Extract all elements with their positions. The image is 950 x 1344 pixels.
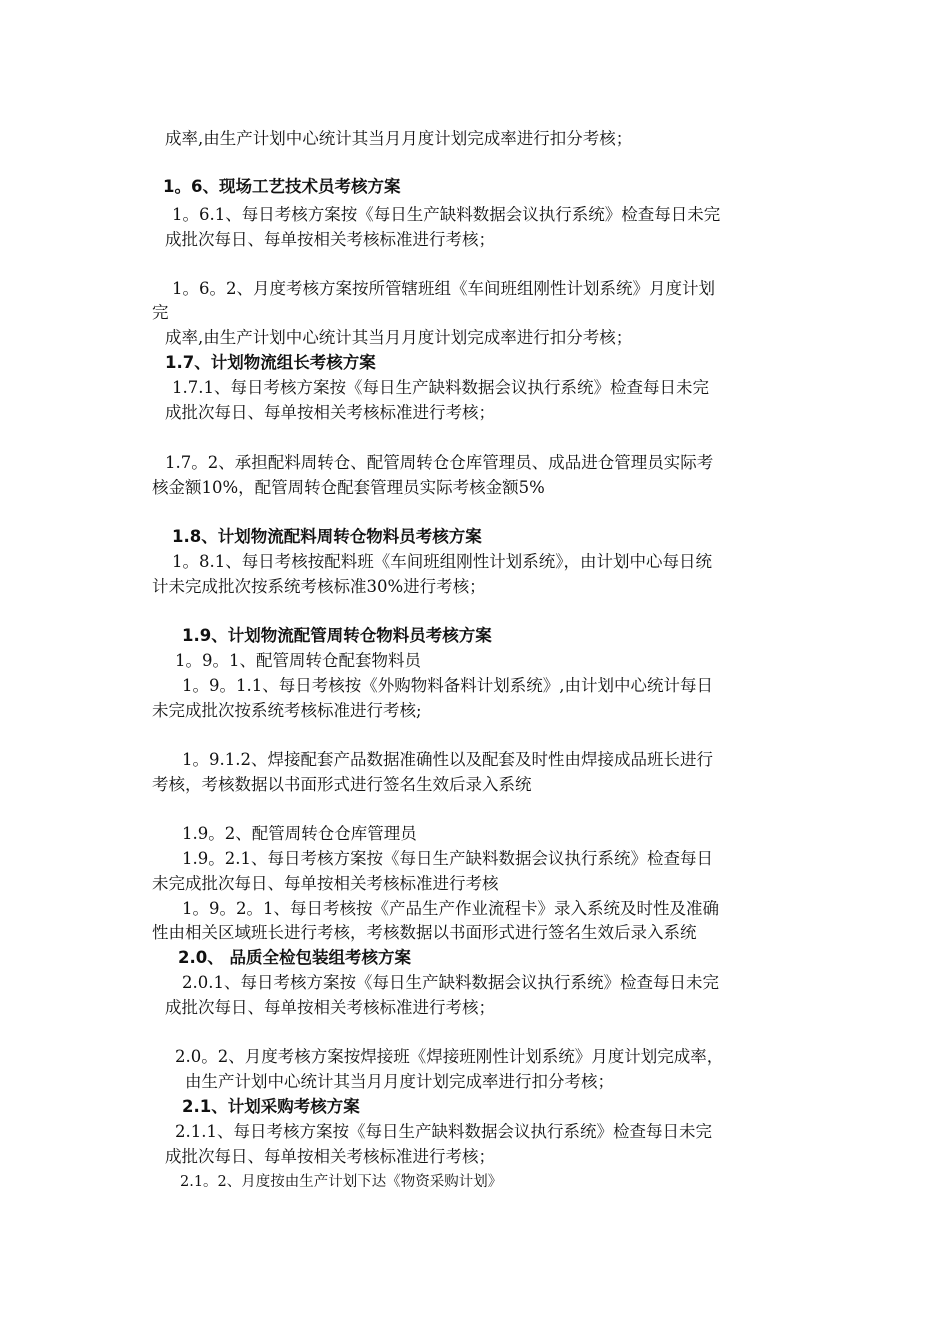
text-line: 核金额10%，配管周转仓配套管理员实际考核金额5% — [152, 478, 545, 497]
text-line: 性由相关区域班长进行考核，考核数据以书面形式进行签名生效后录入系统 — [152, 923, 697, 942]
section-heading: 1.8、计划物流配料周转仓物料员考核方案 — [172, 527, 482, 546]
text-line: 未完成批次按系统考核标准进行考核; — [152, 701, 422, 720]
text-line: 2.0。2、月度考核方案按焊接班《焊接班刚性计划系统》月度计划完成率， — [175, 1047, 724, 1066]
section-heading: 1.7、计划物流组长考核方案 — [165, 353, 376, 372]
text-line: 1。9。1、配管周转仓配套物料员 — [175, 651, 421, 670]
text-line: 成率,由生产计划中心统计其当月月度计划完成率进行扣分考核； — [165, 129, 633, 148]
text-line: 2.1。2、月度按由生产计划下达《物资采购计划》 — [180, 1174, 503, 1190]
text-line: 考核，考核数据以书面形式进行签名生效后录入系统 — [152, 775, 532, 794]
text-line: 由生产计划中心统计其当月月度计划完成率进行扣分考核； — [185, 1072, 614, 1091]
text-line: 1.7.1、每日考核方案按《每日生产缺料数据会议执行系统》检查每日未完 — [172, 378, 709, 397]
text-line: 成批次每日、每单按相关考核标准进行考核； — [165, 998, 495, 1017]
text-line: 1。6。2、月度考核方案按所管辖班组《车间班组刚性计划系统》月度计划 — [172, 279, 715, 298]
text-line: 1。8.1、每日考核按配料班《车间班组刚性计划系统》，由计划中心每日统 — [172, 552, 712, 571]
text-line: 2.1.1、每日考核方案按《每日生产缺料数据会议执行系统》检查每日未完 — [175, 1122, 712, 1141]
text-line: 完 — [152, 303, 169, 322]
section-heading: 2.0、 品质全检包装组考核方案 — [178, 948, 411, 967]
section-heading: 1。6、现场工艺技术员考核方案 — [163, 177, 401, 196]
text-line: 1。9。2。1、每日考核按《产品生产作业流程卡》录入系统及时性及准确 — [182, 899, 719, 918]
text-line: 1.9。2.1、每日考核方案按《每日生产缺料数据会议执行系统》检查每日 — [182, 849, 713, 868]
text-line: 1。6.1、每日考核方案按《每日生产缺料数据会议执行系统》检查每日未完 — [172, 205, 721, 224]
text-line: 成率,由生产计划中心统计其当月月度计划完成率进行扣分考核； — [165, 328, 633, 347]
text-line: 1.7。2、承担配料周转仓、配管周转仓仓库管理员、成品进仓管理员实际考 — [165, 453, 714, 472]
text-line: 未完成批次每日、每单按相关考核标准进行考核 — [152, 874, 499, 893]
section-heading: 1.9、计划物流配管周转仓物料员考核方案 — [182, 626, 492, 645]
text-line: 成批次每日、每单按相关考核标准进行考核； — [165, 403, 495, 422]
text-line: 1。9.1.2、焊接配套产品数据准确性以及配套及时性由焊接成品班长进行 — [182, 750, 713, 769]
text-line: 1。9。1.1、每日考核按《外购物料备料计划系统》,由计划中心统计每日 — [182, 676, 713, 695]
text-line: 成批次每日、每单按相关考核标准进行考核； — [165, 230, 495, 249]
text-line: 1.9。2、配管周转仓仓库管理员 — [182, 824, 417, 843]
section-heading: 2.1、计划采购考核方案 — [182, 1097, 360, 1116]
text-line: 计未完成批次按系统考核标准30%进行考核； — [152, 577, 486, 596]
text-line: 2.0.1、每日考核方案按《每日生产缺料数据会议执行系统》检查每日未完 — [182, 973, 719, 992]
text-line: 成批次每日、每单按相关考核标准进行考核； — [165, 1147, 495, 1166]
